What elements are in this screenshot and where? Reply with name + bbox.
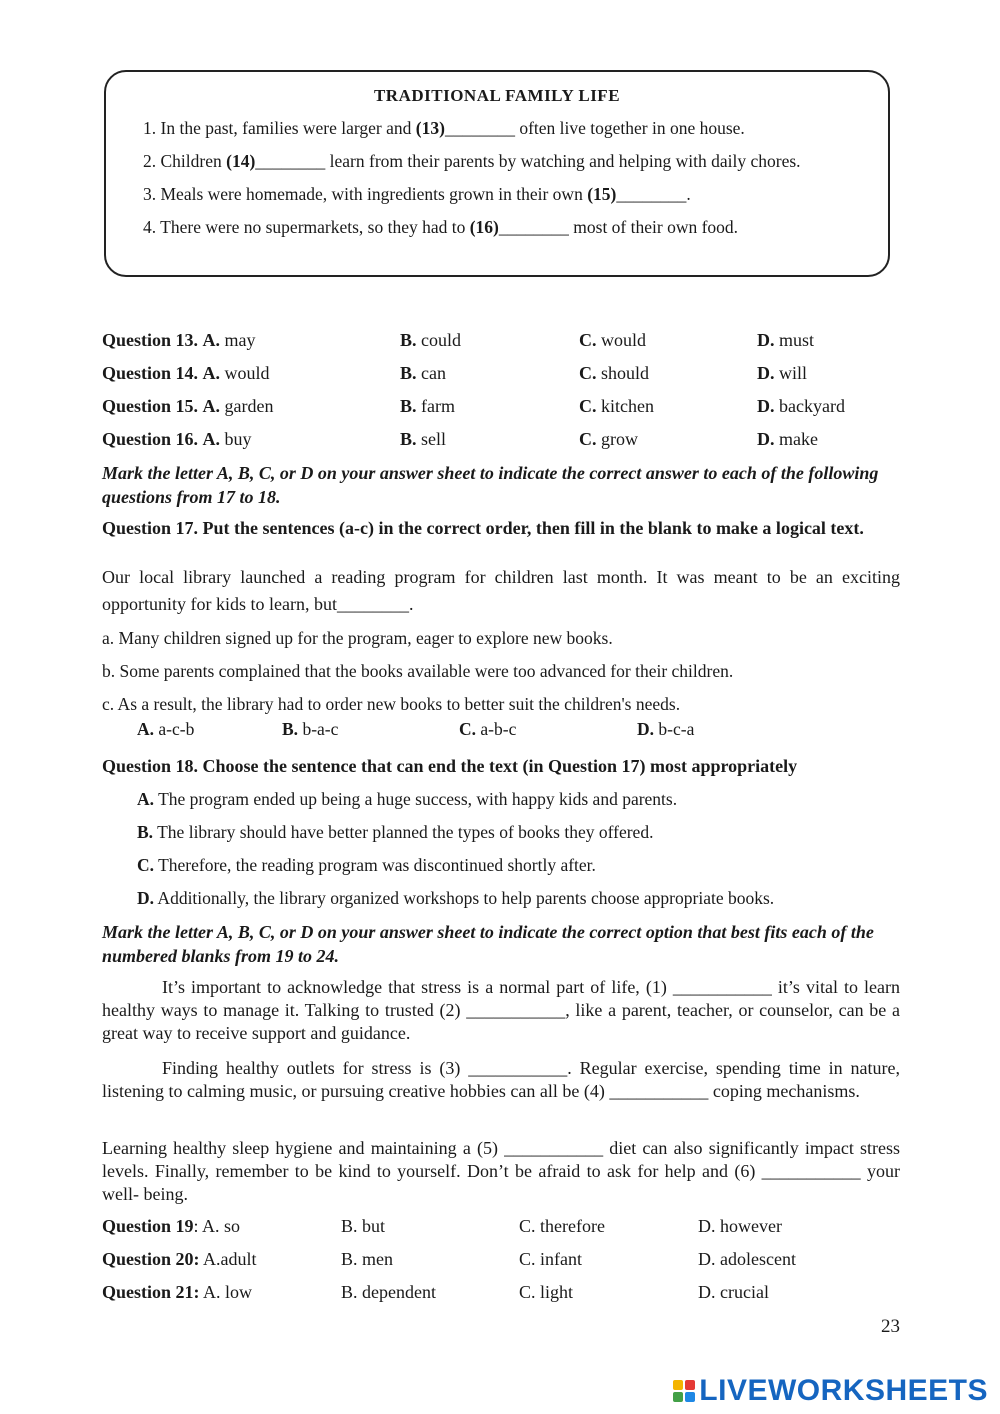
question-17-sentence-b: b. Some parents complained that the books available were too advanced for their children. <box>102 661 734 681</box>
box-title: TRADITIONAL FAMILY LIFE <box>373 86 621 105</box>
passage-paragraph-2: Finding healthy outlets for stress is (3) ___________. Regular exercise, spending time in nature, listening to calming music, or pursuing creative hobbies can all be (4) ___________ coping mechanisms. <box>102 1058 900 1101</box>
question-18-option-d[interactable]: D. Additionally, the library organized workshops to help parents choose appropriate books. <box>137 888 775 908</box>
page-number: 23 <box>881 1316 900 1337</box>
instruction-17-18: Mark the letter A, B, C, or D on your answer sheet to indicate the correct answer to each of the following questions from 17 to 18. <box>102 463 879 507</box>
question-17-option-a[interactable]: A. a-c-b <box>137 719 195 739</box>
question-18-option-a[interactable]: A. The program ended up being a huge success, with happy kids and parents. <box>137 789 678 809</box>
passage-box <box>104 70 890 277</box>
passage-paragraph-1: It’s important to acknowledge that stress is a normal part of life, (1) ___________ it’s vital to learn healthy ways to manage it. Talking to trusted (2) ___________, like a parent, teacher, or counselor, can be a great way to receive support and guidance. <box>102 977 900 1043</box>
question-17-option-d[interactable]: D. b-c-a <box>637 719 695 739</box>
question-17-intro: Our local library launched a reading program for children last month. It was meant to be an exciting opportunity for kids to learn, but________. <box>102 567 900 614</box>
question-17-option-b[interactable]: B. b-a-c <box>282 719 339 739</box>
question-17-sentence-a: a. Many children signed up for the program, eager to explore new books. <box>102 628 613 648</box>
box-line-1: 1. In the past, families were larger and (13)________ often live together in one house. <box>143 118 745 138</box>
question-18-option-b[interactable]: B. The library should have better planned the types of books they offered. <box>137 822 654 842</box>
brand-logo[interactable] <box>673 1374 988 1408</box>
box-line-4: 4. There were no supermarkets, so they had to (16)________ most of their own food. <box>143 217 739 237</box>
question-18-option-c[interactable]: C. Therefore, the reading program was discontinued shortly after. <box>137 855 596 875</box>
question-17-sentence-c: c. As a result, the library had to order new books to better suit the children's needs. <box>102 694 681 714</box>
question-17-title: Question 17. Put the sentences (a-c) in the correct order, then fill in the blank to make a logical text. <box>102 518 864 538</box>
instruction-19-24: Mark the letter A, B, C, or D on your answer sheet to indicate the correct option that best fits each of the numbered blanks from 19 to 24. <box>102 922 874 966</box>
box-line-2: 2. Children (14)________ learn from their parents by watching and helping with daily chores. <box>143 151 801 171</box>
box-line-3: 3. Meals were homemade, with ingredients grown in their own (15)________. <box>143 184 691 204</box>
passage-paragraph-3: Learning healthy sleep hygiene and maintaining a (5) ___________ diet can also significantly impact stress levels. Finally, remember to be kind to yourself. Don’t be afraid to ask for help and (6) ___________ your well- being. <box>102 1138 900 1204</box>
liveworksheets-logo-icon <box>673 1380 695 1402</box>
question-18-title: Question 18. Choose the sentence that can end the text (in Question 17) most appropriately <box>102 756 798 776</box>
brand-text: LIVEWORKSHEETS <box>699 1374 988 1407</box>
question-17-option-c[interactable]: C. a-b-c <box>459 719 517 739</box>
